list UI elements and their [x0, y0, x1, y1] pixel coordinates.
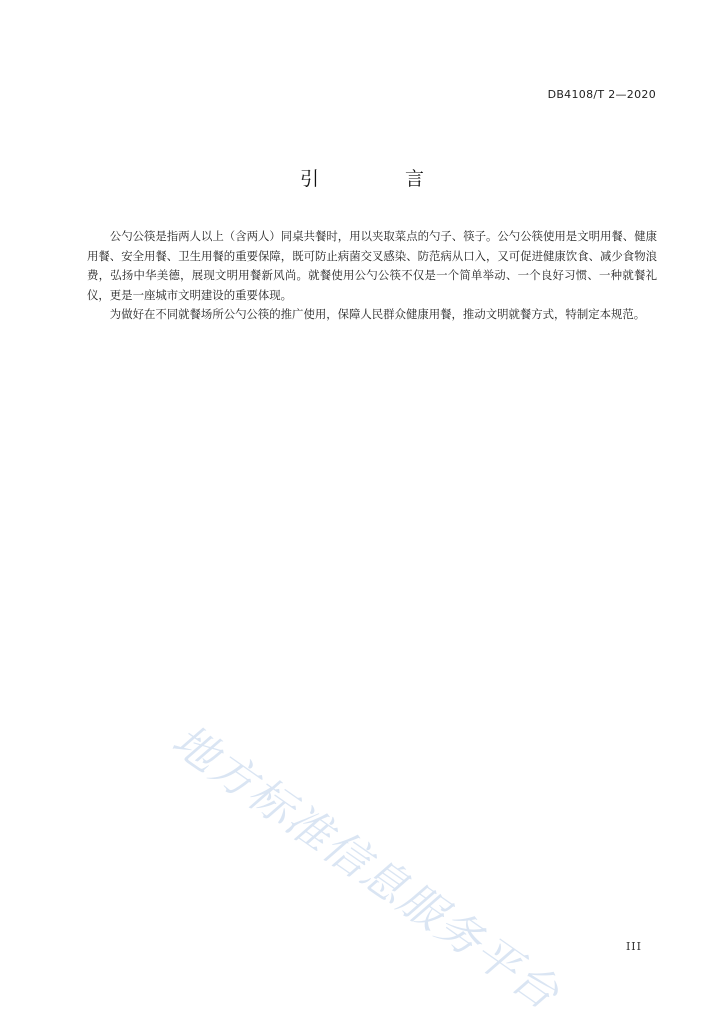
watermark: 地方标准信息服务平台	[162, 714, 569, 1021]
page-number: III	[625, 940, 642, 953]
paragraph-1: 公勺公筷是指两人以上（含两人）同桌共餐时，用以夹取菜点的勺子、筷子。公勺公筷使用是文明用餐、健康用餐、安全用餐、卫生用餐的重要保障，既可防止病菌交叉感染、防范病从口入，又可促进健康饮食、减少食物浪费，弘扬中华美德，展现文明用餐新风尚。就餐使用公勺公筷不仅是一个简单举动、一个良好习惯、一种就餐礼仪，更是一座城市文明建设的重要体现。	[87, 229, 657, 302]
paragraph-2: 为做好在不同就餐场所公勺公筷的推广使用，保障人民群众健康用餐，推动文明就餐方式，特制定本规范。	[109, 307, 646, 321]
section-title: 引 言	[299, 168, 465, 190]
body-text	[87, 227, 657, 325]
document-code: DB4108/T 2—2020	[547, 88, 656, 101]
